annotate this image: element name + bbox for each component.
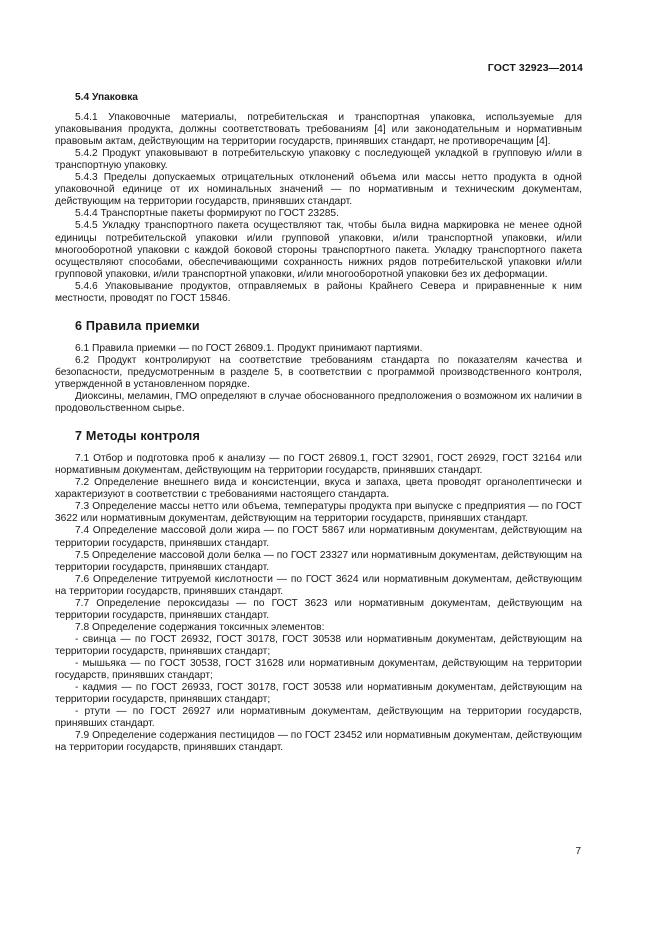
- paragraph-6-note: Диоксины, меламин, ГМО определяют в случае обоснованного предположения о возможном их наличии в продовольственном сырье.: [55, 391, 582, 415]
- paragraph-5-4-2: 5.4.2 Продукт упаковывают в потребительскую упаковку с последующей укладкой в групповую и/или в транспортную упаковку.: [55, 148, 582, 172]
- paragraph-7-1: 7.1 Отбор и подготовка проб к анализу — по ГОСТ 26809.1, ГОСТ 32901, ГОСТ 26929, ГОСТ 32164 или нормативным документам, действующим на территории государств, принявших стандарт.: [55, 453, 582, 477]
- paragraph-6-2: 6.2 Продукт контролируют на соответствие требованиям стандарта по показателям качества и безопасности, предусмотренным в разделе 5, в соответствии с программой производственного контроля, утвержденной в установленном порядке.: [55, 354, 582, 390]
- paragraph-5-4-1: 5.4.1 Упаковочные материалы, потребительская и транспортная упаковка, используемые для упаковывания продукта, должны соответствовать требованиям [4] или законодательным и нормативным правовым актам, действующим на территории государств, принявших стандарт, не противоречащим [4].: [55, 112, 582, 148]
- list-item-mercury: - ртути — по ГОСТ 26927 или нормативным документам, действующим на территории государств, принявших стандарт.: [55, 706, 582, 730]
- list-item-cadmium: - кадмия — по ГОСТ 26933, ГОСТ 30178, ГОСТ 30538 или нормативным документам, действующим на территории государств, принявших стандарт;: [55, 682, 582, 706]
- paragraph-7-9: 7.9 Определение содержания пестицидов — по ГОСТ 23452 или нормативным документам, действующим на территории государств, принявших стандарт.: [55, 730, 582, 754]
- list-item-arsenic: - мышьяка — по ГОСТ 30538, ГОСТ 31628 или нормативным документам, действующим на территории государств, принявших стандарт;: [55, 657, 582, 682]
- paragraph-7-8: 7.8 Определение содержания токсичных элементов:: [75, 621, 325, 633]
- section-title-7: 7 Методы контроля: [75, 429, 201, 444]
- paragraph-6-1: 6.1 Правила приемки — по ГОСТ 26809.1. Продукт принимают партиями.: [75, 342, 423, 354]
- paragraph-5-4-3: 5.4.3 Пределы допускаемых отрицательных отклонений объема или массы нетто продукта в одной упаковочной единице от их номинальных значений — по нормативным и техническим документам, действующим на территории государств, принявших стандарт.: [55, 172, 582, 208]
- document-header: ГОСТ 32923—2014: [487, 62, 583, 74]
- paragraph-5-4-5: 5.4.5 Укладку транспортного пакета осуществляют так, чтобы была видна маркировка не менее одной единицы потребительской упаковки и/или групповой упаковки, и/или транспортной упаковки, и/или многооборотной упаковки с каждой боковой стороны транспортного пакета. Укладку транспортного пакета осуществляют способами, обеспечивающими сохранность нижних рядов потребительской упаковки и/или групповой упаковки, и/или транспортной упаковки, и/или многооборотной упаковки без их деформации.: [55, 220, 582, 280]
- paragraph-7-4: 7.4 Определение массовой доли жира — по ГОСТ 5867 или нормативным документам, действующим на территории государств, принявших стандарт.: [55, 525, 582, 549]
- paragraph-5-4-6: 5.4.6 Упаковывание продуктов, отправляемых в районы Крайнего Севера и приравненные к ним местности, проводят по ГОСТ 15846.: [55, 280, 582, 304]
- subsection-title-5-4: 5.4 Упаковка: [75, 92, 138, 103]
- section-title-6: 6 Правила приемки: [75, 318, 200, 333]
- document-body: [55, 90, 582, 754]
- paragraph-7-5: 7.5 Определение массовой доли белка — по ГОСТ 23327 или нормативным документам, действующим на территории государств, принявших стандарт.: [55, 549, 582, 573]
- list-item-lead: - свинца — по ГОСТ 26932, ГОСТ 30178, ГОСТ 30538 или нормативным документам, действующим на территории государств, принявших стандарт;: [55, 633, 582, 657]
- paragraph-7-2: 7.2 Определение внешнего вида и консистенции, вкуса и запаха, цвета проводят органолептически и характеризуют в соответствии с требованиями настоящего стандарта.: [55, 477, 582, 501]
- paragraph-5-4-4: 5.4.4 Транспортные пакеты формируют по ГОСТ 23285.: [75, 208, 339, 220]
- paragraph-7-7: 7.7 Определение пероксидазы — по ГОСТ 3623 или нормативным документам, действующим на территории государств, принявших стандарт.: [55, 597, 582, 621]
- page-number: 7: [575, 846, 581, 857]
- paragraph-7-6: 7.6 Определение титруемой кислотности — по ГОСТ 3624 или нормативным документам, действующим на территории государств, принявших стандарт.: [55, 573, 582, 597]
- paragraph-7-3: 7.3 Определение массы нетто или объема, температуры продукта при выпуске с предприятия — по ГОСТ 3622 или нормативным документам, действующим на территории государств, принявших стандарт.: [55, 501, 582, 525]
